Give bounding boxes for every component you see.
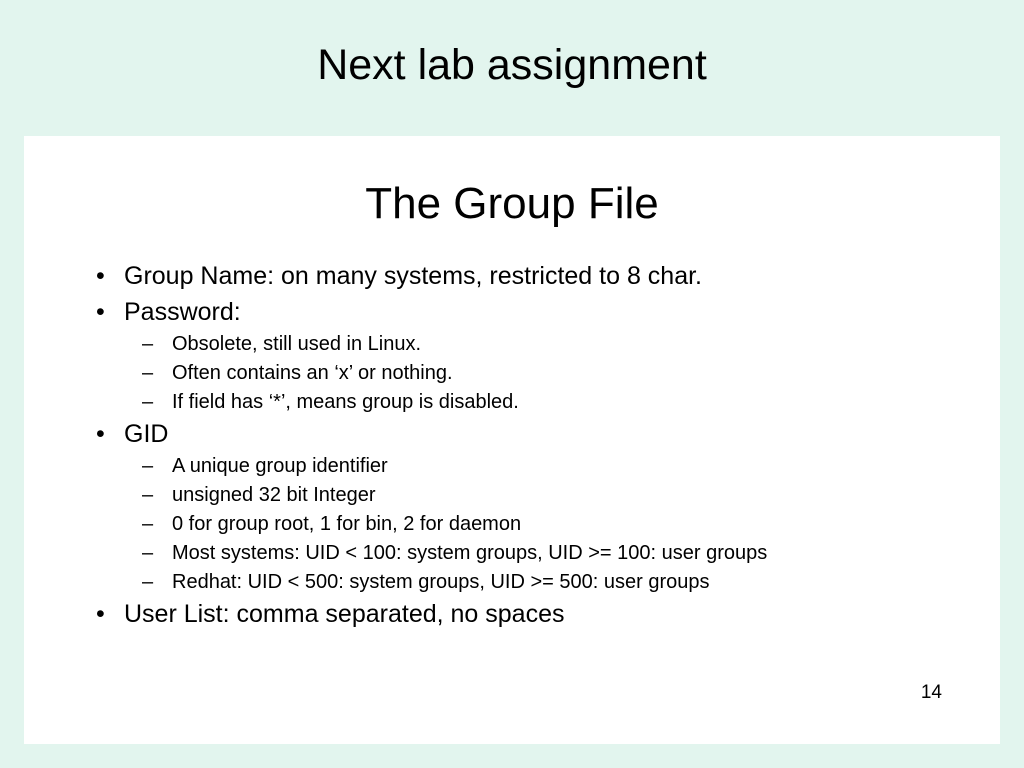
list-item-label: User List: comma separated, no spaces xyxy=(124,599,565,628)
list-item-label: Group Name: on many systems, restricted to 8 char. xyxy=(124,262,703,291)
dash-marker-icon: – xyxy=(142,332,154,355)
sub-list-item xyxy=(124,359,960,387)
dash-marker-icon: – xyxy=(142,512,154,535)
bullet-list xyxy=(24,228,1000,631)
content-heading: The Group File xyxy=(365,179,659,228)
dash-marker-icon: – xyxy=(142,570,154,593)
list-item xyxy=(76,260,960,294)
sub-list-item xyxy=(124,388,960,416)
sub-list-item xyxy=(124,330,960,358)
sub-list-item xyxy=(124,568,960,596)
sub-list xyxy=(124,452,960,596)
list-item xyxy=(76,418,960,596)
sub-list-item-label: If field has ‘*’, means group is disabled. xyxy=(172,390,519,413)
dash-marker-icon: – xyxy=(142,454,154,477)
dash-marker-icon: – xyxy=(142,483,154,506)
sub-list-item xyxy=(124,481,960,509)
dash-marker-icon: – xyxy=(142,390,154,413)
sub-list-item-label: 0 for group root, 1 for bin, 2 for daemon xyxy=(172,512,522,535)
bullet-marker-icon: • xyxy=(96,599,105,628)
sub-list-item xyxy=(124,452,960,480)
list-item-label: Password: xyxy=(124,298,241,327)
page-title: Next lab assignment xyxy=(317,41,707,89)
dash-marker-icon: – xyxy=(142,541,154,564)
bullet-marker-icon: • xyxy=(96,298,105,327)
slide-content-card xyxy=(24,136,1000,744)
dash-marker-icon: – xyxy=(142,361,154,384)
sub-list-item-label: unsigned 32 bit Integer xyxy=(172,483,376,506)
sub-list-item xyxy=(124,539,960,567)
sub-list-item-label: A unique group identifier xyxy=(172,454,388,477)
sub-list-item-label: Most systems: UID < 100: system groups, UID >= 100: user groups xyxy=(172,541,768,564)
page-number: 14 xyxy=(920,682,942,703)
sub-list-item-label: Obsolete, still used in Linux. xyxy=(172,332,422,355)
bullet-marker-icon: • xyxy=(96,262,105,291)
list-item-label: GID xyxy=(124,419,169,448)
sub-list-item-label: Often contains an ‘x’ or nothing. xyxy=(172,361,453,384)
list-item xyxy=(76,296,960,416)
sub-list-item-label: Redhat: UID < 500: system groups, UID >= 500: user groups xyxy=(172,570,710,593)
bullet-marker-icon: • xyxy=(96,419,105,448)
list-item xyxy=(76,598,960,632)
sub-list-item xyxy=(124,510,960,538)
sub-list xyxy=(124,330,960,416)
